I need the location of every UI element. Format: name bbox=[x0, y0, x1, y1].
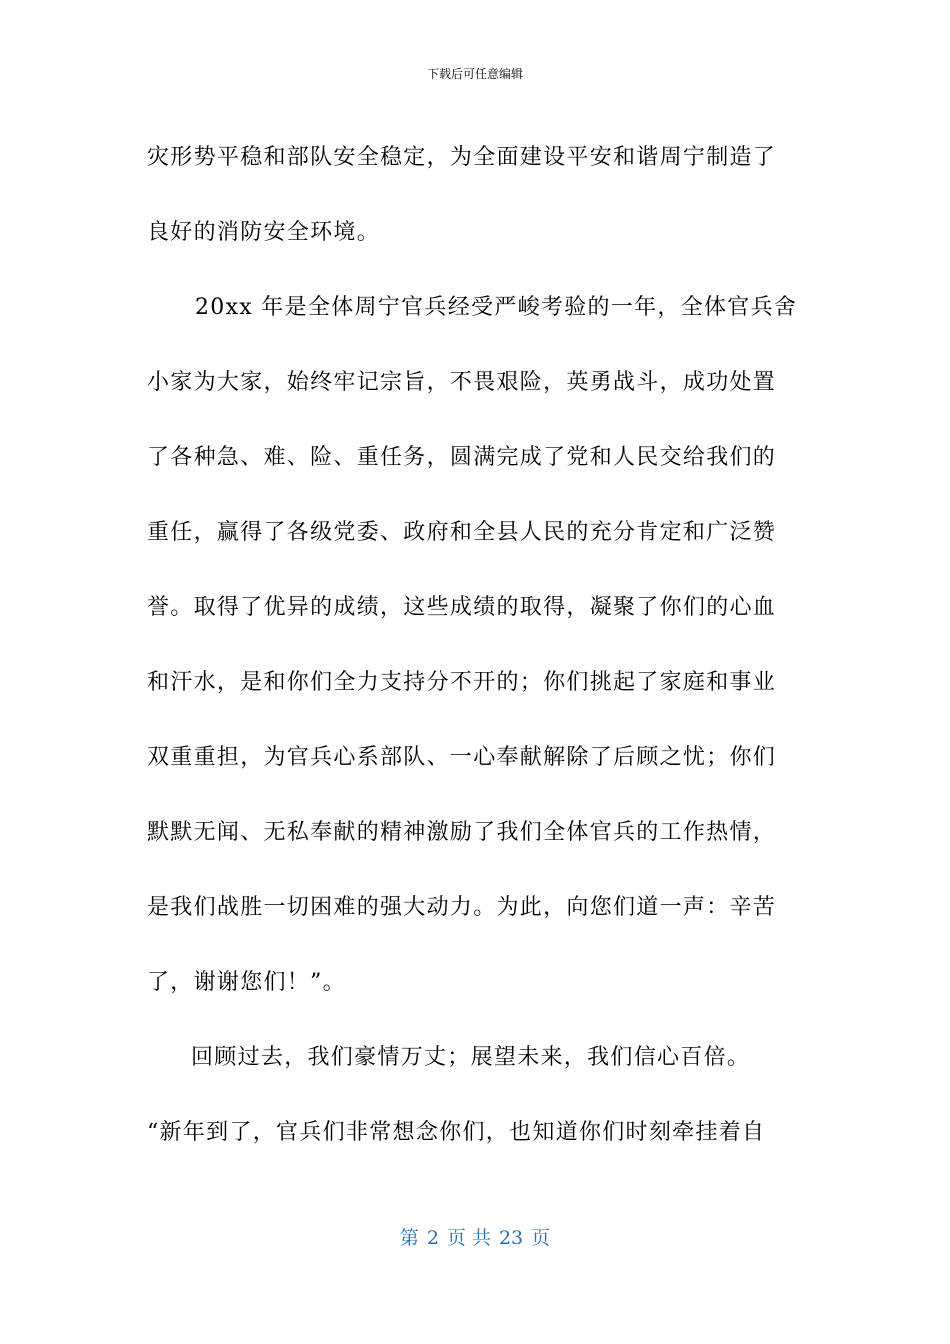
body-line-13: 回顾过去，我们豪情万丈；展望未来，我们信心百倍。 bbox=[191, 1045, 751, 1070]
body-line-8: 和汗水，是和你们全力支持分不开的；你们挑起了家庭和事业 bbox=[147, 670, 777, 695]
body-line-4: 小家为大家，始终牢记宗旨，不畏艰险，英勇战斗，成功处置 bbox=[147, 370, 777, 395]
body-line-9: 双重重担，为官兵心系部队、一心奉献解除了后顾之忧；你们 bbox=[147, 745, 777, 770]
body-line-10: 默默无闻、无私奉献的精神激励了我们全体官兵的工作热情， bbox=[147, 820, 777, 845]
body-line-11: 是我们战胜一切困难的强大动力。为此，向您们道一声：辛苦 bbox=[147, 895, 777, 920]
body-line-5: 了各种急、难、险、重任务，圆满完成了党和人民交给我们的 bbox=[147, 445, 777, 470]
footer-middle: 页 共 bbox=[446, 1227, 491, 1249]
page-footer bbox=[0, 1224, 950, 1252]
body-line-14: “新年到了，官兵们非常想念你们，也知道你们时刻牵挂着自 bbox=[147, 1120, 766, 1145]
body-text bbox=[147, 120, 797, 1170]
footer-suffix: 页 bbox=[531, 1227, 551, 1249]
body-line-7: 誉。取得了优异的成绩，这些成绩的取得，凝聚了你们的心血 bbox=[147, 595, 777, 620]
body-line-2: 良好的消防安全环境。 bbox=[147, 220, 381, 245]
body-line-6: 重任，赢得了各级党委、政府和全县人民的充分肯定和广泛赞 bbox=[147, 520, 777, 545]
footer-prefix: 第 bbox=[399, 1227, 419, 1249]
body-line-1: 灾形势平稳和部队安全稳定，为全面建设平安和谐周宁制造了 bbox=[147, 145, 777, 170]
body-line-12: 了，谢谢您们！”。 bbox=[147, 970, 346, 995]
footer-page-total: 23 bbox=[498, 1227, 524, 1249]
body-line-3: 20xx 年是全体周宁官兵经受严峻考验的一年，全体官兵舍 bbox=[195, 295, 798, 320]
page-header: 下载后可任意编辑 bbox=[426, 67, 523, 81]
footer-page-number: 2 bbox=[426, 1227, 439, 1249]
